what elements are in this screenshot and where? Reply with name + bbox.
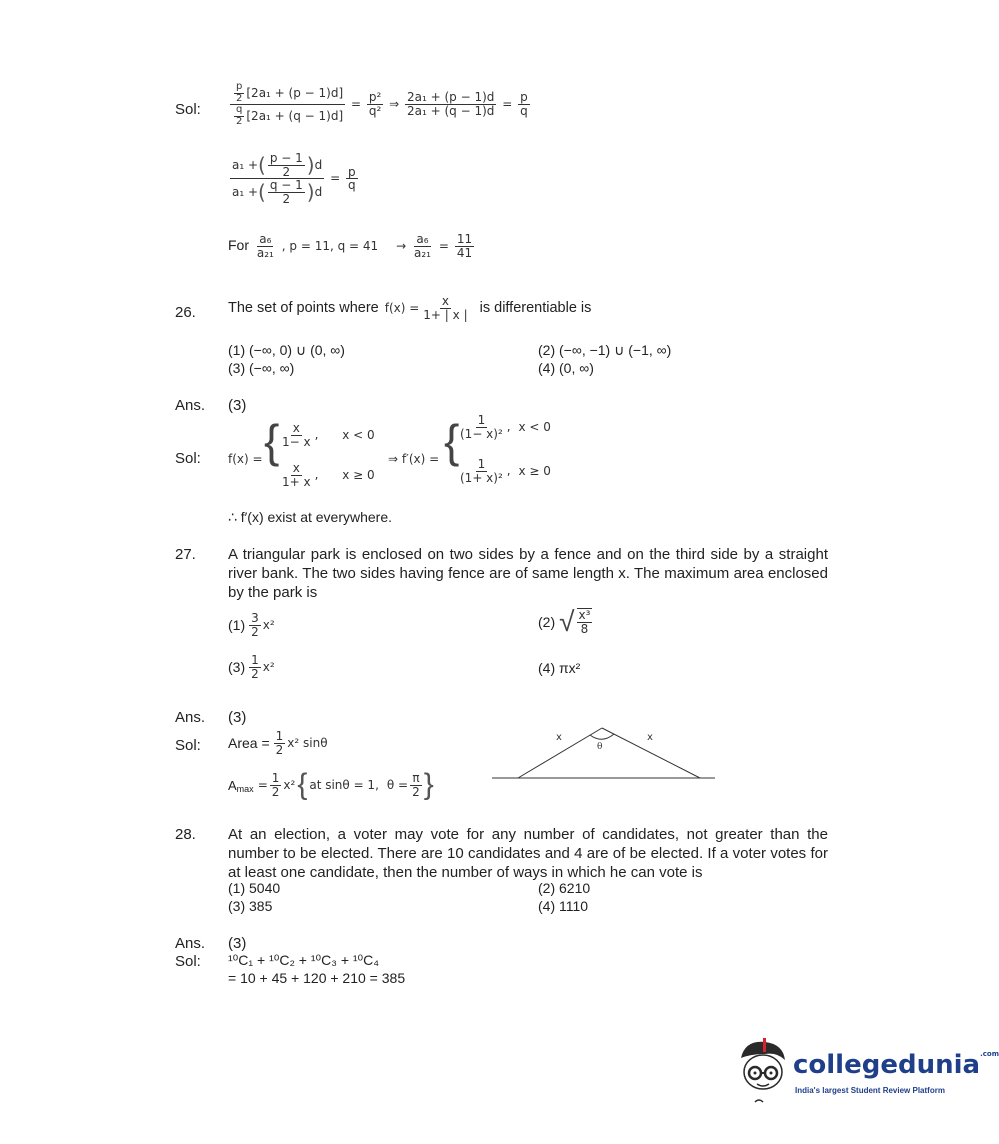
q28-ans: (3)	[228, 935, 247, 952]
q26-right-brace: {	[444, 415, 460, 467]
q28-sol-line1: ¹⁰C₁ + ¹⁰C₂ + ¹⁰C₃ + ¹⁰C₄	[228, 952, 379, 968]
angle-label: θ	[597, 742, 603, 752]
q27-number: 27.	[175, 546, 196, 563]
q26-sol-implies: ⇒ f′(x) =	[388, 452, 440, 466]
logo-tagline: India's largest Student Review Platform	[795, 1086, 945, 1095]
q26-option-3: (3) (−∞, ∞)	[228, 360, 295, 376]
q26-option-2: (2) (−∞, −1) ∪ (−1, ∞)	[538, 342, 672, 358]
q27-sol-area: Area = $\frac{1}{2}$ x² sinθ	[228, 729, 328, 757]
q26-stem: The set of points where f(x) = $\frac{x}{1+ | x |}$ is differentiable is	[228, 294, 592, 322]
q27-ans-label: Ans.	[175, 709, 206, 726]
q26-option-4: (4) (0, ∞)	[538, 360, 594, 376]
q26-sol-fx: f(x) =	[228, 452, 263, 466]
q26-sol-label: Sol:	[175, 450, 201, 467]
q27-ans: (3)	[228, 709, 247, 726]
q27-option-1: (1) $\frac{3}{2}$ x²	[228, 611, 275, 639]
q28-option-3: (3) 385	[228, 898, 273, 914]
logo-wordmark: collegedunia$^{.com}$	[793, 1050, 999, 1080]
q26-deriv-case2: $\frac{1}{\text{(1+ x)²}}$ , x ≥ 0	[460, 457, 551, 485]
q27-stem: A triangular park is enclosed on two sides by a fence and on the third side by a straight river bank. The two sides having fence are of same length x. The maximum area enclosed by the park is	[228, 546, 828, 601]
q27-sol-amax: A max = $\frac{1}{2}$ x² { at sinθ = 1, θ = $\frac{\pi}{2}$ }	[228, 768, 434, 801]
q26-ans: (3)	[228, 397, 247, 414]
q26-option-1: (1) (−∞, 0) ∪ (0, ∞)	[228, 342, 345, 358]
q28-number: 28.	[175, 826, 196, 843]
q28-ans-label: Ans.	[175, 935, 206, 952]
q26-conclusion: ∴ f′(x) exist at everywhere.	[228, 509, 393, 525]
q28-option-2: (2) 6210	[538, 880, 591, 896]
mascot-icon	[735, 1036, 791, 1108]
q28-option-1: (1) 5040	[228, 880, 281, 896]
q25-sol-line1: $\frac{p}{2}$ [2a₁ + (p − 1)d] $\frac{q}{2}$ [2a₁ + (q − 1)d] = $\frac{\text{p²}}{\text{q²}}$ ⇒ $\frac{\text{2a₁ + (p − 1)d}}{\text{2a₁ + (q − 1)d}}$ = $\frac{p}{q}$	[228, 82, 532, 127]
q26-case2: $\frac{x}{1+ x}$ , x ≥ 0	[282, 461, 375, 489]
q28-option-4: (4) 1110	[538, 898, 589, 914]
q27-sol-label: Sol:	[175, 737, 201, 754]
q27-option-4: (4) πx²	[538, 660, 581, 676]
collegedunia-logo[interactable]	[735, 1036, 999, 1116]
q28-sol-label: Sol:	[175, 953, 201, 970]
q25-sol-line3: For $\frac{\text{a₆}}{\text{a₂₁}}$ , p = 11, q = 41 → $\frac{\text{a₆}}{\text{a₂₁}}$ = $\frac{11}{41}$	[228, 232, 473, 260]
q26-number: 26.	[175, 304, 196, 321]
side-left-label: x	[556, 732, 562, 743]
q26-ans-label: Ans.	[175, 397, 206, 414]
q28-sol-line2: = 10 + 45 + 120 + 210 = 385	[228, 970, 406, 986]
side-right-label: x	[647, 732, 653, 743]
q26-case1: $\frac{x}{1- x}$ , x < 0	[282, 421, 375, 449]
q25-sol-line2: a₁ + ( $\frac{p - 1}{2}$ ) d a₁ + ( $\frac{q - 1}{2}$ ) d = $\frac{p}{q}$	[232, 151, 356, 206]
q28-stem: At an election, a voter may vote for any number of candidates, not greater than the number to be elected. There are 10 candidates and 4 are of be elected. If a voter votes for at least one candidate, then the number of ways in which he can vote is	[228, 826, 828, 881]
q25-sol-label: Sol:	[175, 101, 201, 118]
q27-option-2: (2) √ $\frac{\text{x³}}{8}$	[538, 606, 591, 637]
q27-triangle-diagram	[490, 722, 720, 782]
q26-deriv-case1: $\frac{1}{\text{(1− x)²}}$ , x < 0	[460, 413, 551, 441]
angle-arc	[590, 734, 614, 739]
q27-option-3: (3) $\frac{1}{2}$ x²	[228, 653, 275, 681]
q26-left-brace: {	[264, 415, 280, 467]
